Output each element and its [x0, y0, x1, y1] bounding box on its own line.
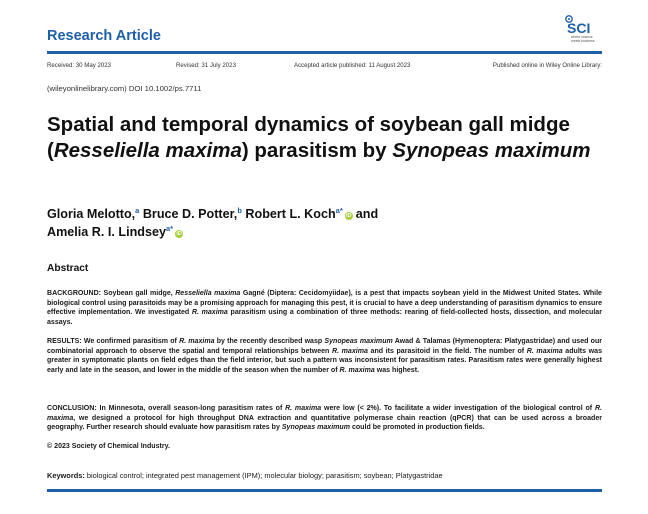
orcid-icon[interactable]: iD: [176, 231, 182, 237]
title-text: Spatial and temporal dynamics of soybean gall midge (: [47, 113, 570, 162]
abstract-background: [47, 289, 602, 328]
logo-tagline: [571, 36, 607, 44]
date-online: Published online in Wiley Online Library:: [492, 62, 602, 69]
logo-tagline-line: meets business: [571, 38, 595, 43]
orcid-icon[interactable]: iD: [346, 213, 352, 219]
section-label: Research Article: [47, 28, 161, 44]
abstract-text: by the recently described wasp: [214, 338, 325, 345]
logo-tagline-line: where science: [571, 35, 593, 39]
sci-logo: [560, 13, 606, 47]
abstract-text: Gagné (Diptera: Cecidomyiidae), is a pest that impacts soybean yield in the Midwest United States. While biological control using parasitoids may be a promising approach for managing this pest, it is crucial to have a deep understanding of parasitism dynamics to ensure effective implementation. We investigated: [47, 290, 602, 317]
abstract-text: adults was greater in symptomatic plants on field edges than the field interior, but such a pattern was inconsistent for parasitism rates. Parasitism rates were generally highest early and late in the season, and lower in the middle of the season when the number of: [47, 347, 602, 375]
author-conjunction: and: [355, 207, 379, 221]
abstract-conclusion: [47, 404, 602, 433]
species-name: Resseliella maxima: [175, 290, 241, 297]
article-title: [47, 112, 607, 164]
abstract-text: were low (< 2%). To facilitate a wider investigation of the biological control of: [321, 405, 595, 412]
species-name: Synopeas maximum: [324, 338, 393, 345]
author-name: Robert L. Koch: [245, 207, 336, 221]
keywords-label: Keywords:: [47, 471, 85, 480]
author-name: Amelia R. I. Lindsey: [47, 225, 166, 239]
keywords: [47, 471, 602, 480]
affiliation-marker: a: [135, 206, 140, 215]
date-accepted: Accepted article published: 11 August 2023: [294, 62, 411, 69]
section-label-results: RESULTS:: [47, 338, 82, 345]
date-revised: Revised: 31 July 2023: [176, 62, 236, 69]
author-name: Gloria Melotto,: [47, 207, 136, 221]
abstract-text: was highest.: [374, 367, 420, 375]
author-list: [47, 205, 607, 241]
abstract-text: could be promoted in production fields.: [350, 424, 485, 432]
abstract-text: We confirmed parasitism of: [81, 338, 180, 345]
title-species: Resseliella maxima: [53, 139, 242, 162]
author-name: Bruce D. Potter,: [142, 207, 238, 221]
abstract-text: Soybean gall midge,: [101, 290, 176, 297]
abstract-text: In Minnesota, overall season-long parasitism rates of: [96, 405, 286, 412]
affiliation-marker: a*: [335, 206, 343, 215]
section-label-conclusion: CONCLUSION:: [47, 405, 97, 412]
species-name: R. maxima: [47, 405, 602, 422]
abstract-text: Awad & Talamas (Hymenoptera: Platygastridae) and used our combinatorial approach to observe the spatial and temporal relationships between: [47, 338, 602, 355]
abstract-text: , we designed a protocol for high throughput DNA extraction and quantitative polymerase chain reaction (qPCR) that can be used across a broader geography. Further research should evaluate how parasitism rates by: [47, 414, 602, 432]
logo-wordmark: SCI: [567, 20, 591, 35]
species-name: R. maxima: [285, 405, 322, 412]
abstract-heading: Abstract: [47, 263, 89, 274]
abstract-text: parasitism using a combination of three methods: rearing of field-collected hosts, dissection, and molecular assays.: [47, 309, 602, 327]
title-species: Synopeas maximum: [392, 139, 591, 162]
title-text: ) parasitism by: [241, 139, 393, 162]
abstract-results: [47, 337, 602, 376]
copyright-notice: © 2023 Society of Chemical Industry.: [47, 443, 170, 450]
publication-dates: [47, 62, 602, 72]
doi-line: (wileyonlinelibrary.com) DOI 10.1002/ps.7711: [47, 84, 202, 93]
affiliation-marker: a*: [165, 224, 174, 233]
keywords-text: biological control; integrated pest management (IPM); molecular biology; parasitism; soybean; Platygastridae: [84, 471, 443, 480]
species-name: R. maxima: [526, 347, 563, 355]
species-name: R. maxima: [191, 309, 228, 317]
header-rule: [47, 51, 602, 54]
species-name: R. maxima: [331, 347, 368, 355]
section-label-background: BACKGROUND:: [47, 290, 102, 297]
sci-logo-icon: [560, 13, 606, 35]
footer-rule: [47, 489, 602, 492]
affiliation-marker: b: [237, 206, 242, 215]
date-received: Received: 30 May 2023: [47, 62, 112, 69]
abstract-text: and its parasitoid in the field. The number of: [367, 347, 527, 355]
species-name: R. maxima: [179, 338, 215, 345]
species-name: R. maxima: [339, 367, 375, 375]
species-name: Synopeas maximum: [281, 424, 350, 432]
